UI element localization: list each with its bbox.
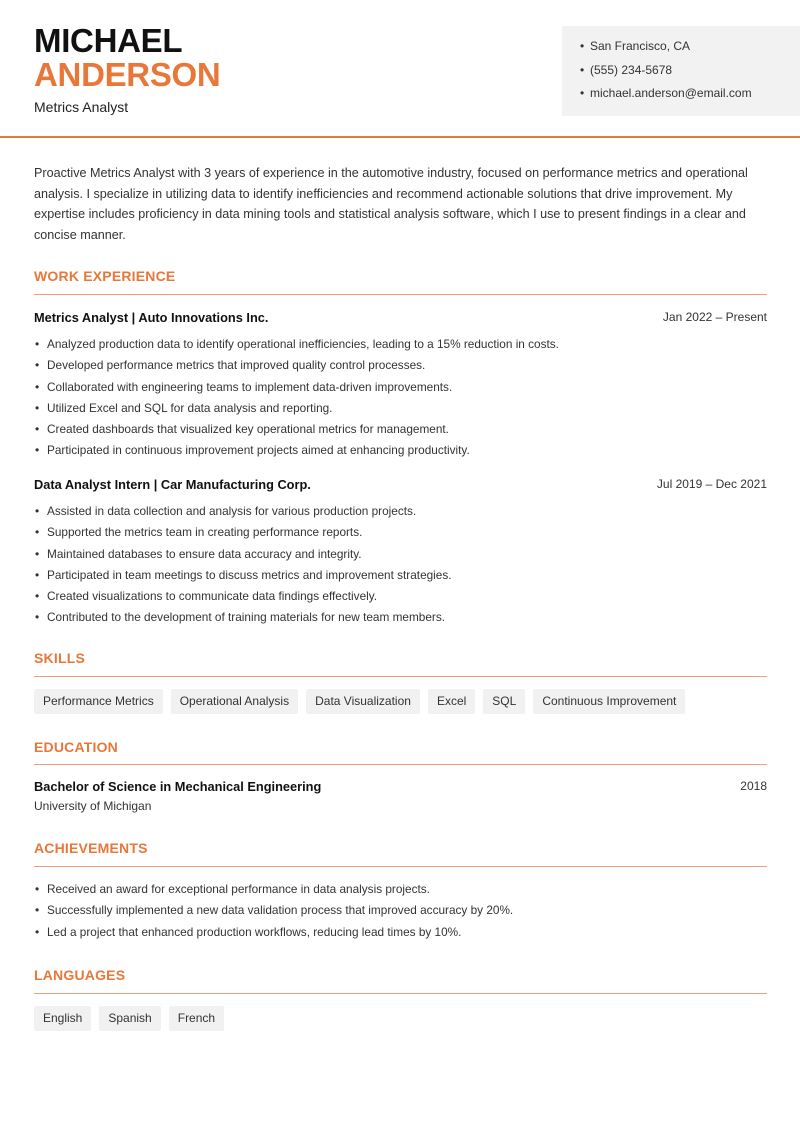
list-item: • Created dashboards that visualized key operational metrics for management. — [34, 421, 767, 442]
skill-tag: Operational Analysis — [171, 689, 298, 714]
school-name: University of Michigan — [34, 799, 152, 813]
list-item: • Received an award for exceptional performance in data analysis projects. — [34, 881, 767, 902]
job-dates: Jul 2019 – Dec 2021 — [656, 477, 767, 491]
last-name: ANDERSON — [34, 56, 221, 93]
list-item: • Participated in continuous improvement projects aimed at enhancing productivity. — [34, 442, 767, 463]
skill-tag: Performance Metrics — [34, 689, 163, 714]
section-title-skills: SKILLS — [34, 650, 85, 666]
contact-email — [580, 85, 800, 109]
job-role: Data Analyst Intern | Car Manufacturing Corp. — [34, 477, 311, 492]
list-item: • Led a project that enhanced production workflows, reducing lead times by 10%. — [34, 924, 767, 945]
section-title-languages: LANGUAGES — [34, 967, 126, 983]
job-role: Metrics Analyst | Auto Innovations Inc. — [34, 310, 269, 325]
summary: Proactive Metrics Analyst with 3 years of experience in the automotive industry, focused on performance metrics and operational analysis. I specialize in utilizing data to identify inefficiencies and recommend actionable solutions that drive improvement. My expertise includes proficiency in data mining tools and statistical analysis software, which I use to present findings in a clear and concise manner. — [34, 166, 748, 242]
section-divider — [34, 676, 767, 677]
contact-box — [562, 26, 800, 116]
bullet-icon: • — [580, 86, 585, 100]
degree: Bachelor of Science in Mechanical Engineering — [34, 779, 322, 794]
section-divider — [34, 294, 767, 295]
job-title: Metrics Analyst — [34, 99, 129, 115]
resume-header — [0, 0, 800, 138]
list-item: • Participated in team meetings to discuss metrics and improvement strategies. — [34, 567, 767, 588]
language-tag: Spanish — [99, 1006, 160, 1031]
list-item: • Analyzed production data to identify operational inefficiencies, leading to a 15% reduction in costs. — [34, 336, 767, 357]
job-header — [34, 310, 767, 325]
email-text[interactable]: michael.anderson@email.com — [590, 86, 752, 100]
contact-phone — [580, 62, 800, 86]
language-tag: English — [34, 1006, 91, 1031]
list-item: • Maintained databases to ensure data accuracy and integrity. — [34, 546, 767, 567]
list-item: • Successfully implemented a new data validation process that improved accuracy by 20%. — [34, 902, 767, 923]
list-item: • Collaborated with engineering teams to implement data-driven improvements. — [34, 379, 767, 400]
bullet-icon: • — [580, 39, 585, 53]
section-title-work: WORK EXPERIENCE — [34, 268, 176, 284]
job-header — [34, 477, 767, 492]
job-dates: Jan 2022 – Present — [662, 310, 767, 324]
graduation-year: 2018 — [740, 779, 767, 793]
list-item: • Supported the metrics team in creating performance reports. — [34, 524, 767, 545]
section-title-education: EDUCATION — [34, 739, 118, 755]
list-item: • Created visualizations to communicate data findings effectively. — [34, 588, 767, 609]
skill-tag: Continuous Improvement — [533, 689, 685, 714]
list-item: • Contributed to the development of training materials for new team members. — [34, 609, 767, 630]
section-divider — [34, 764, 767, 765]
job-bullets — [34, 503, 767, 631]
phone-text: (555) 234-5678 — [590, 62, 673, 77]
list-item: • Utilized Excel and SQL for data analysis and reporting. — [34, 400, 767, 421]
skills-list — [34, 689, 685, 714]
skill-tag: Data Visualization — [306, 689, 420, 714]
languages-list — [34, 1006, 224, 1031]
list-item: • Developed performance metrics that improved quality control processes. — [34, 357, 767, 378]
education-header — [34, 779, 767, 794]
skill-tag: Excel — [428, 689, 475, 714]
location-text: San Francisco, CA — [590, 39, 691, 53]
first-name: MICHAEL — [34, 22, 183, 59]
skill-tag: SQL — [483, 689, 525, 714]
section-divider — [34, 993, 767, 994]
list-item: • Assisted in data collection and analysis for various production projects. — [34, 503, 767, 524]
language-tag: French — [169, 1006, 224, 1031]
section-divider — [34, 866, 767, 867]
section-title-achievements: ACHIEVEMENTS — [34, 840, 148, 856]
achievements-list — [34, 881, 767, 945]
bullet-icon: • — [580, 62, 585, 77]
job-bullets — [34, 336, 767, 464]
contact-location — [580, 38, 800, 62]
